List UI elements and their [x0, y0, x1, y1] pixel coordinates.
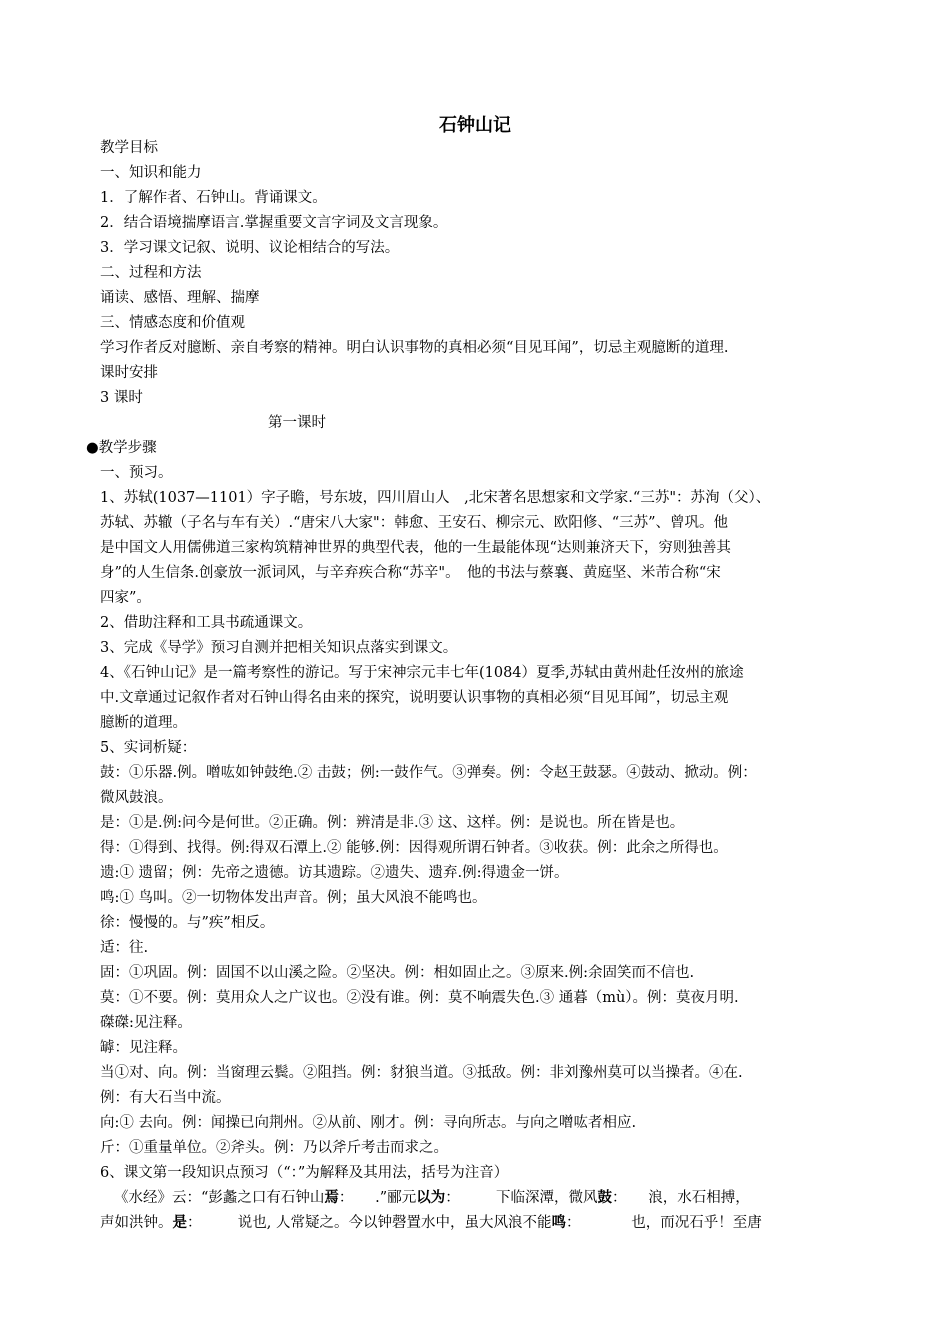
- page-title: 石钟山记: [439, 115, 511, 136]
- heading-schedule: 课时安排: [100, 365, 158, 381]
- passage-text: ： 也，而况石乎！至唐: [565, 1215, 762, 1231]
- goal-item: 1．了解作者、石钟山。背诵课文。: [100, 190, 327, 206]
- word-entry: 罅：见注释。: [100, 1040, 187, 1056]
- heading-process: 二、过程和方法: [100, 265, 202, 281]
- passage-line: [100, 1213, 860, 1233]
- word-entry: 当①对、向。例：当窗理云鬓。②阻挡。例：豺狼当道。③抵敌。例：非刘豫州莫可以当操者。④在.: [100, 1065, 743, 1081]
- text-line: 诵读、感悟、理解、揣摩: [100, 290, 260, 306]
- passage-text: ： .”郦元: [338, 1190, 417, 1206]
- text-line: 是中国文人用儒佛道三家构筑精神世界的典型代表，他的一生最能体现“达则兼济天下，穷则独善其: [100, 540, 731, 556]
- heading-values: 三、情感态度和价值观: [100, 315, 245, 331]
- word-entry: 莫：①不要。例：莫用众人之广议也。②没有谁。例：莫不响震失色.③ 通暮（mù）。例：莫夜月明.: [100, 990, 739, 1006]
- word-entry: 向:① 去向。例：闻操已向荆州。②从前、刚才。例：寻向所志。与向之噌吰者相应.: [100, 1115, 637, 1131]
- word-entry: 鸣:① 鸟叫。②一切物体发出声音。例；虽大风浪不能鸣也。: [100, 890, 487, 906]
- heading-preview: 一、预习。: [100, 465, 173, 481]
- text-line: 四家”。: [100, 590, 151, 606]
- text-line: 臆断的道理。: [100, 715, 187, 731]
- word-entry: 得：①得到、找得。例:得双石潭上.② 能够.例：因得观所谓石钟者。③收获。例：此余之所得也。: [100, 840, 728, 856]
- text-line: 身”的人生信条.创豪放一派词风，与辛弃疾合称“苏辛"。 他的书法与蔡襄、黄庭坚、米芾合称“宋: [100, 565, 721, 581]
- keyword: 鸣: [551, 1214, 566, 1231]
- passage-line: [114, 1188, 874, 1208]
- text-line: 2、借助注释和工具书疏通课文。: [100, 615, 313, 631]
- keyword: 鼓: [597, 1189, 612, 1206]
- text-line: 1、苏轼(1037—1101）字子瞻，号东坡，四川眉山人 ,北宋著名思想家和文学家.“三苏"：苏洵（父）、: [100, 490, 771, 506]
- passage-text: 《水经》云：“彭蠡之口有石钟山: [114, 1190, 325, 1206]
- text-line: 苏轼、苏辙（子名与车有关）.“唐宋八大家"：韩愈、王安石、柳宗元、欧阳修、“三苏”、曾巩。他: [100, 515, 729, 531]
- keyword: 是: [172, 1214, 187, 1231]
- keyword: 焉: [324, 1189, 339, 1206]
- heading-teaching-goals: 教学目标: [100, 140, 158, 156]
- passage-text: 声如洪钟。: [100, 1215, 173, 1231]
- text-line: 学习作者反对臆断、亲自考察的精神。明白认识事物的真相必须“目见耳闻”，切忌主观臆断的道理.: [100, 340, 729, 356]
- heading-paragraph-preview: 6、课文第一段知识点预习（“：”为解释及其用法，括号为注音）: [100, 1165, 509, 1181]
- heading-steps: ●教学步骤: [86, 440, 157, 456]
- text-line: 中.文章通过记叙作者对石钟山得名由来的探究，说明要认识事物的真相必须“目见耳闻”，切忌主观: [100, 690, 729, 706]
- word-entry: 遗:① 遗留；例：先帝之遗德。访其遗踪。②遗失、遗弃.例:得遗金一饼。: [100, 865, 569, 881]
- goal-item: 3．学习课文记叙、说明、议论相结合的写法。: [100, 240, 400, 256]
- passage-text: ： 浪，水石相搏，: [611, 1190, 750, 1206]
- word-entry: 适：往.: [100, 940, 149, 956]
- passage-text: ： 说也, 人常疑之。今以钟磬置水中，虽大风浪不能: [187, 1215, 552, 1231]
- text-line: 3 课时: [100, 390, 143, 406]
- word-entry: 斤：①重量单位。②斧头。例：乃以斧斤考击而求之。: [100, 1140, 448, 1156]
- text-line: 微风鼓浪。: [100, 790, 173, 806]
- passage-text: ： 下临深潭，微风: [445, 1190, 598, 1206]
- word-entry: 鼓：①乐器.例。噌吰如钟鼓绝.② 击鼓；例:一鼓作气。③弹奏。例：令赵王鼓瑟。④鼓动、掀动。例：: [100, 765, 757, 781]
- word-entry: 固：①巩固。例：固国不以山溪之险。②坚决。例：相如固止之。③原来.例:余固笑而不信也.: [100, 965, 695, 981]
- word-entry: 徐：慢慢的。与”疾”相反。: [100, 915, 275, 931]
- text-line: 4、《石钟山记》是一篇考察性的游记。写于宋神宗元丰七年(1084）夏季,苏轼由黄州赴任汝州的旅途: [100, 665, 744, 681]
- word-entry: 是：①是.例:问今是何世。②正确。例：辨清是非.③ 这、这样。例：是说也。所在皆是也。: [100, 815, 685, 831]
- keyword: 以为: [416, 1189, 446, 1206]
- section-heading: 第一课时: [268, 415, 326, 431]
- goal-item: 2．结合语境揣摩语言.掌握重要文言字词及文言现象。: [100, 215, 448, 231]
- word-entry: 磔磔:见注释。: [100, 1015, 192, 1031]
- heading-knowledge: 一、知识和能力: [100, 165, 202, 181]
- text-line: 例：有大石当中流。: [100, 1090, 231, 1106]
- heading-words: 5、实词析疑：: [100, 740, 197, 756]
- text-line: 3、完成《导学》预习自测并把相关知识点落实到课文。: [100, 640, 458, 656]
